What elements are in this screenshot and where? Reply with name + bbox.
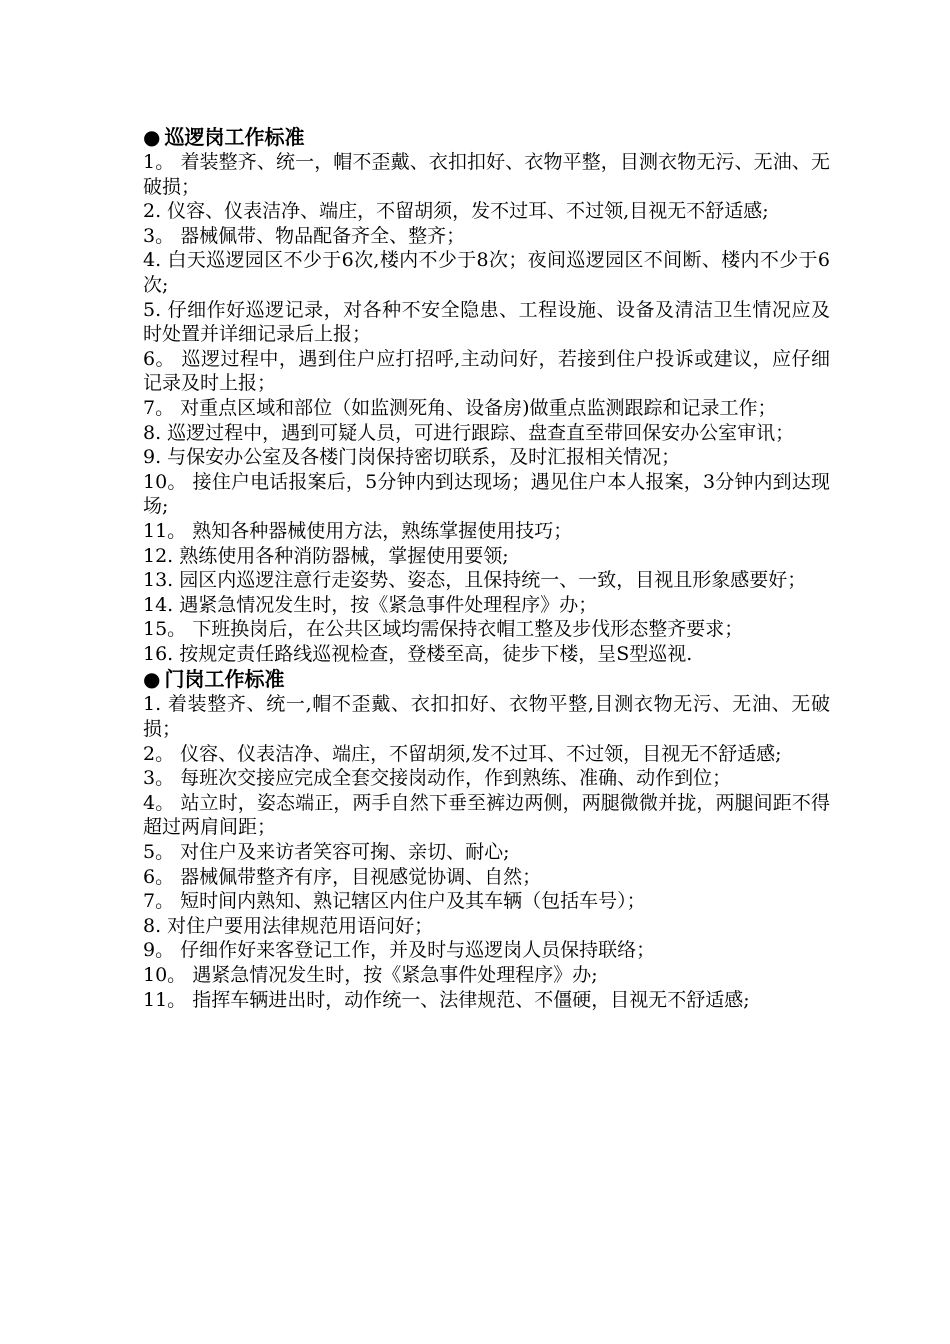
document-body [143,124,830,1012]
list-item: 4。 站立时，姿态端正，两手自然下垂至裤边两侧，两腿微微并拢，两腿间距不得超过两肩间距； [143,791,830,839]
bullet-icon: ● [143,667,161,692]
section-title-text: 巡逻岗工作标准 [164,125,305,149]
section-title [143,666,830,692]
list-item: 3。 每班次交接应完成全套交接岗动作，作到熟练、准确、动作到位； [143,767,732,790]
list-item: 2. 仪容、仪表洁净、端庄，不留胡须，发不过耳、不过领,目视无不舒适感; [143,200,769,223]
bullet-icon: ● [143,125,161,149]
list-item: 12. 熟练使用各种消防器械，掌握使用要领; [143,544,509,567]
list-item: 11。 熟知各种器械使用方法，熟练掌握使用技巧； [143,519,573,542]
list-item: 10。 接住户电话报案后，5分钟内到达现场；遇见住户本人报案，3分钟内到达现场; [143,470,830,518]
list-item: 4. 白天巡逻园区不少于6次,楼内不少于8次；夜间巡逻园区不间断、楼内不少于6次; [143,249,830,296]
list-item: 5. 仔细作好巡逻记录，对各种不安全隐患、工程设施、设备及清洁卫生情况应及时处置并详细记录后上报； [143,298,830,346]
list-item: 2。 仪容、仪表洁净、端庄，不留胡须,发不过耳、不过领，目视无不舒适感; [143,742,782,765]
list-item: 5。 对住户及来访者笑容可掬、亲切、耐心; [143,841,510,864]
list-item: 7。 对重点区域和部位（如监测死角、设备房)做重点监测跟踪和记录工作； [143,396,777,419]
list-item: 13. 园区内巡逻注意行走姿势、姿态，且保持统一、一致，目视且形象感要好； [143,569,807,592]
list-item: 1. 着装整齐、统一,帽不歪戴、衣扣扣好、衣物平整,目测衣物无污、无油、无破损； [143,693,830,741]
list-item: 16. 按规定责任路线巡视检查，登楼至高，徒步下楼，呈S型巡视. [143,642,693,665]
list-item: 6。 器械佩带整齐有序，目视感觉协调、自然； [143,865,542,888]
list-item: 7。 短时间内熟知、熟记辖区内住户及其车辆（包括车号）； [143,890,646,913]
list-item: 10。 遇紧急情况发生时，按《紧急事件处理程序》办; [143,964,598,986]
list-item: 1。 着装整齐、统一，帽不歪戴、衣扣扣好、衣物平整，目测衣物无污、无油、无破损； [143,151,830,198]
list-item: 9。 仔细作好来客登记工作，并及时与巡逻岗人员保持联络； [143,939,656,962]
standards-list [143,150,830,666]
list-item: 15。 下班换岗后，在公共区域均需保持衣帽工整及步伐形态整齐要求； [143,618,744,641]
list-item: 9. 与保安办公室及各楼门岗保持密切联系，及时汇报相关情况； [143,446,681,469]
list-item: 3。 器械佩带、物品配备齐全、整齐； [143,224,466,247]
list-item: 14. 遇紧急情况发生时，按《紧急事件处理程序》办； [143,593,598,616]
list-item: 6。 巡逻过程中，遇到住户应打招呼,主动问好，若接到住户投诉或建议，应仔细记录及时上报； [143,347,830,395]
list-item: 8. 巡逻过程中，遇到可疑人员，可进行跟踪、盘查直至带回保安办公室审讯； [143,421,795,444]
standards-list [143,692,830,1012]
list-item: 11。 指挥车辆进出时，动作统一、法律规范、不僵硬，目视无不舒适感; [143,988,750,1011]
section-title-text: 门岗工作标准 [164,667,285,692]
list-item: 8. 对住户要用法律规范用语问好； [143,914,434,937]
section-title [143,124,830,150]
